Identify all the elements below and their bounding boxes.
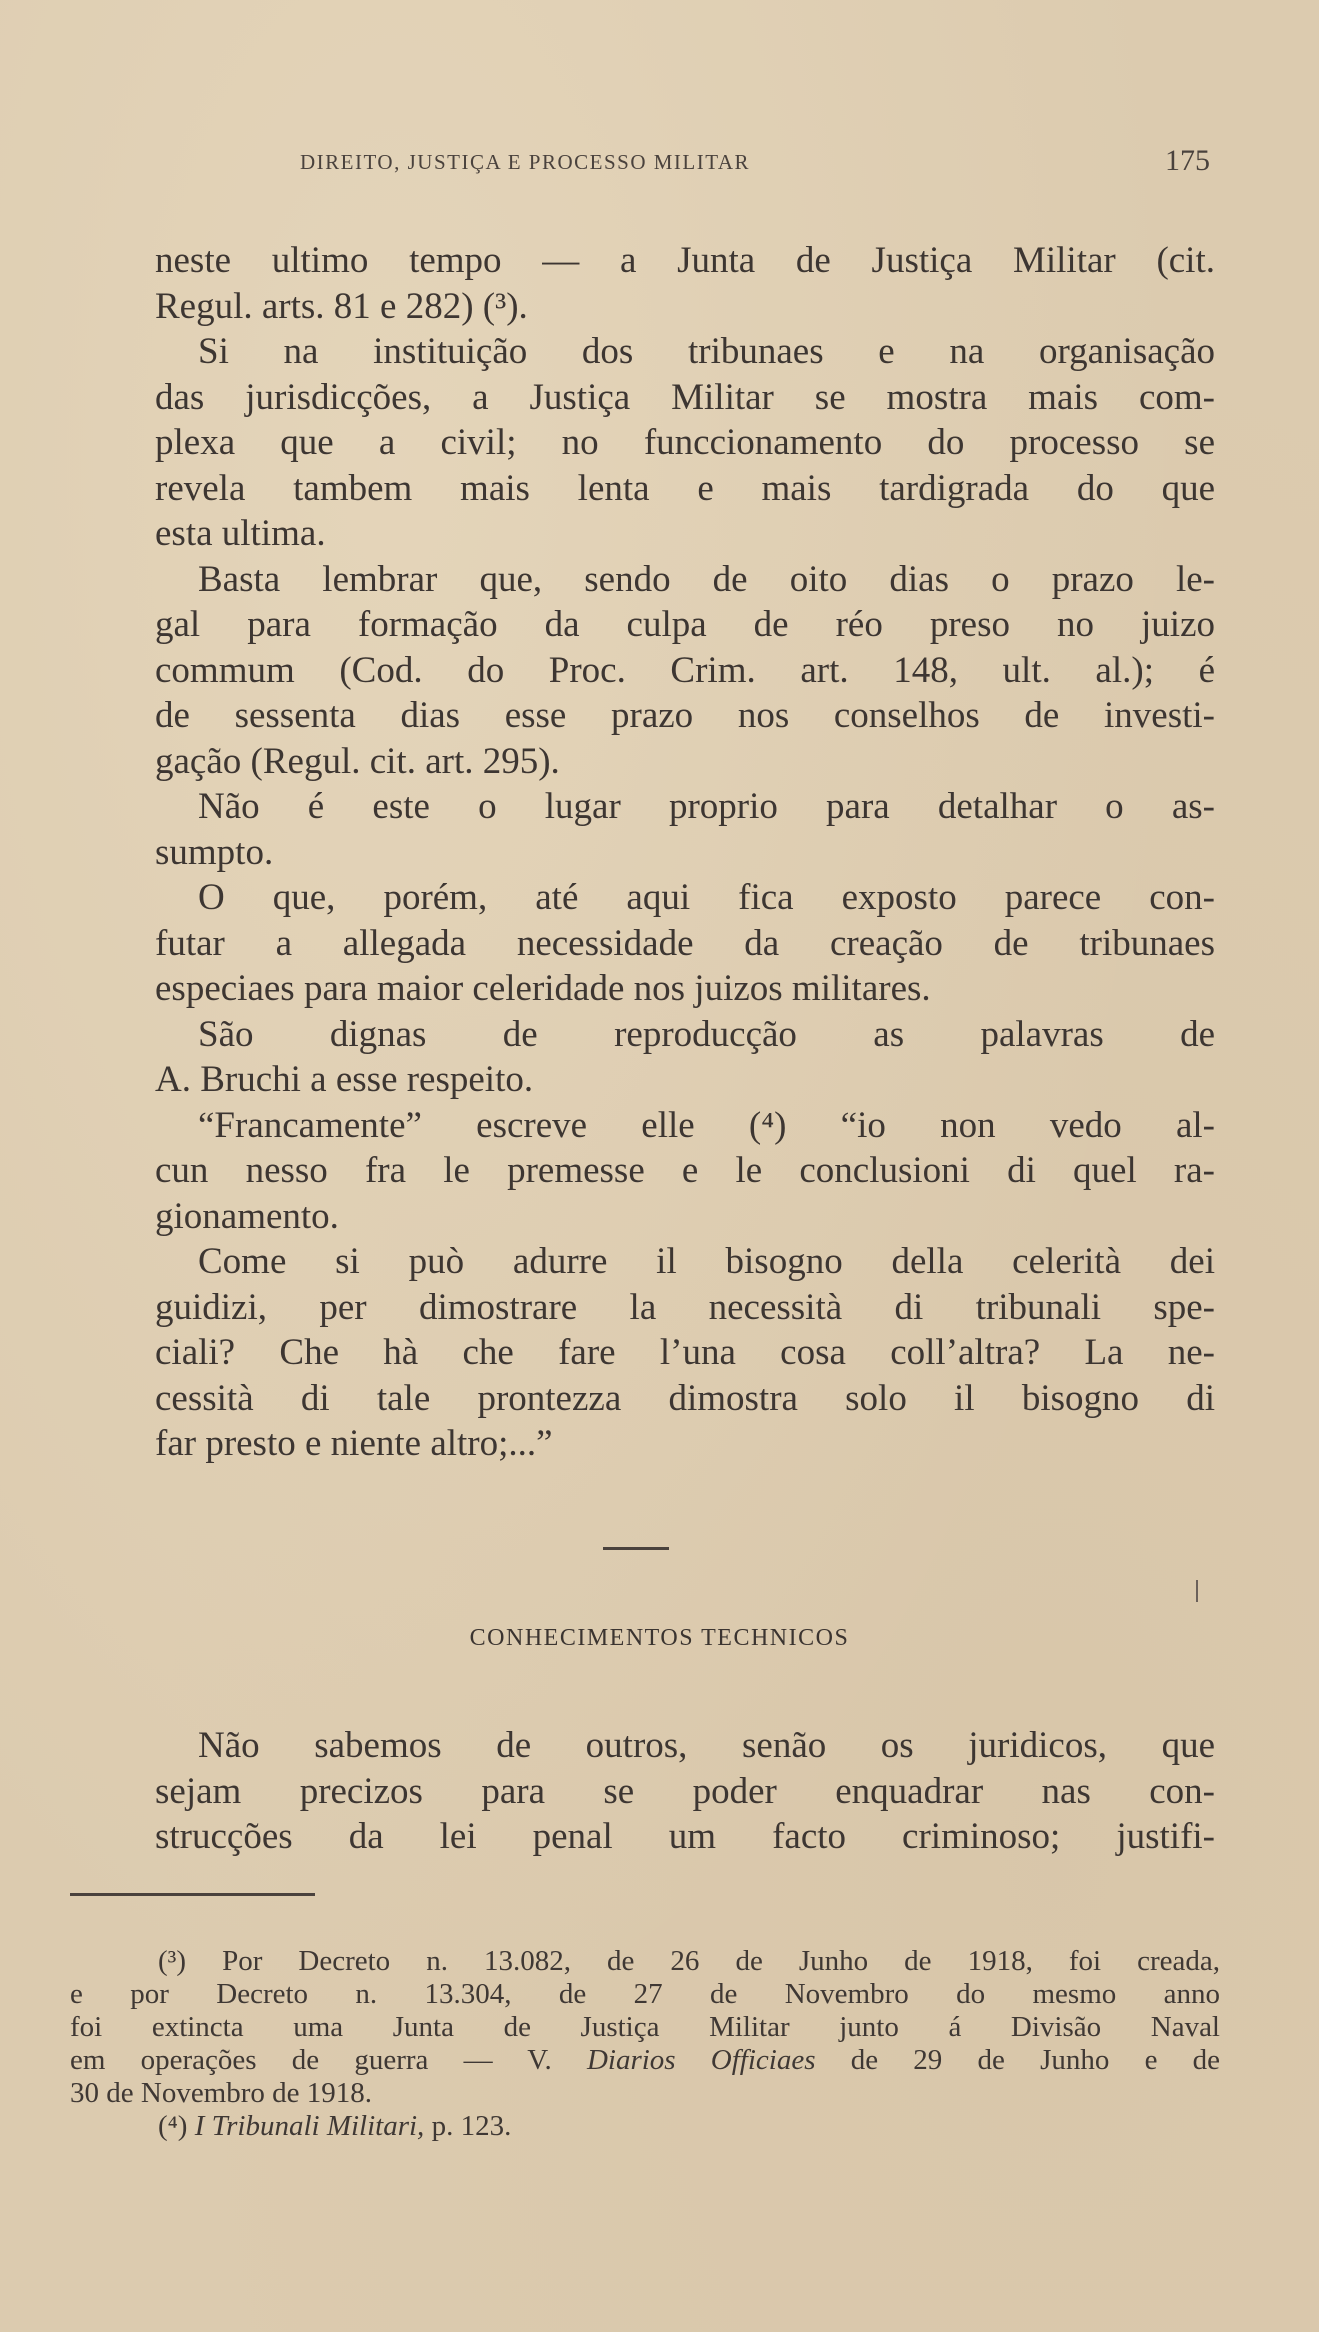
text-line: especiaes para maior celeridade nos juizos militares.: [155, 968, 931, 1009]
footnote-citation-title: I Tribunali Militari,: [194, 2110, 425, 2142]
text-line: gionamento.: [155, 1195, 339, 1237]
text-line: gação (Regul. cit. art. 295).: [155, 740, 560, 782]
main-text: [155, 238, 1215, 1467]
text-line: esta ultima.: [155, 513, 326, 554]
text-line: ciali? Che hà che fare l’una cosa coll’altra? La ne-: [155, 1332, 1215, 1373]
text-line: neste ultimo tempo — a Junta de Justiça Militar (cit.: [155, 240, 1215, 281]
footnote-citation-title: Diarios Officiaes: [586, 2044, 816, 2076]
footnote-rule: [70, 1893, 315, 1896]
footnote-text: em operações de guerra — V.: [70, 2044, 552, 2076]
text-line: Come si può adurre il bisogno della celerità dei: [198, 1241, 1215, 1282]
text-line: far presto e niente altro;...”: [155, 1423, 553, 1464]
footnote-line: [70, 2044, 1220, 2077]
text-line: Si na instituição dos tribunaes e na organisação: [198, 331, 1215, 372]
text-line: de sessenta dias esse prazo nos conselhos de investi-: [155, 695, 1215, 736]
footnote-marker: (³): [158, 1945, 187, 1977]
footnote-4: [70, 2110, 1220, 2143]
text-line: revela tambem mais lenta e mais tardigrada do que: [155, 467, 1215, 509]
footnote-text: p. 123.: [431, 2110, 512, 2142]
section-text: [155, 1723, 1215, 1860]
footnote-line: 30 de Novembro de 1918.: [70, 2077, 373, 2109]
text-line: sejam precizos para se poder enquadrar nas con-: [155, 1770, 1215, 1812]
text-line: “Francamente” escreve elle (⁴) “io non vedo al-: [198, 1104, 1215, 1146]
text-line: Basta lembrar que, sendo de oito dias o prazo le-: [198, 558, 1215, 600]
text-line: strucções da lei penal um facto criminoso; justifi-: [155, 1816, 1215, 1857]
section-divider: [603, 1547, 669, 1550]
text-line: futar a allegada necessidade da creação de tribunaes: [155, 922, 1215, 964]
text-line: O que, porém, até aqui fica exposto parece con-: [198, 877, 1215, 918]
text-line: São dignas de reproducção as palavras de: [198, 1013, 1215, 1055]
section-heading: CONHECIMENTOS TECHNICOS: [469, 1625, 850, 1651]
footnote-3: [70, 1945, 1220, 1978]
footnote-text: Por Decreto n. 13.082, de 26 de Junho de 1918, foi creada,: [222, 1945, 1221, 1977]
text-line: sumpto.: [155, 831, 274, 873]
text-line: Regul. arts. 81 e 282) (³).: [155, 285, 528, 327]
text-line: cessità di tale prontezza dimostra solo il bisogno di: [155, 1377, 1215, 1419]
text-line: A. Bruchi a esse respeito.: [155, 1059, 534, 1100]
text-line: das jurisdicções, a Justiça Militar se mostra mais com-: [155, 376, 1215, 418]
footnotes: [70, 1945, 1220, 2143]
page-number: 175: [1165, 144, 1210, 177]
text-line: guidizi, per dimostrare la necessità di tribunali spe-: [155, 1286, 1215, 1328]
text-line: Não é este o lugar proprio para detalhar o as-: [198, 786, 1215, 827]
footnote-line: foi extincta uma Junta de Justiça Militar junto á Divisão Naval: [70, 2011, 1220, 2043]
footnote-marker: (⁴): [158, 2110, 188, 2142]
text-line: Não sabemos de outros, senão os juridicos, que: [198, 1725, 1215, 1766]
margin-mark: [1196, 1580, 1198, 1602]
footnote-line: e por Decreto n. 13.304, de 27 de Novembro do mesmo anno: [70, 1978, 1220, 2010]
text-line: cun nesso fra le premesse e le conclusioni di quel ra-: [155, 1150, 1215, 1191]
text-line: plexa que a civil; no funccionamento do processo se: [155, 422, 1215, 463]
text-line: gal para formação da culpa de réo preso no juizo: [155, 604, 1215, 645]
footnote-text: de 29 de Junho e de: [850, 2044, 1221, 2076]
running-title: DIREITO, JUSTIÇA E PROCESSO MILITAR: [300, 150, 751, 174]
text-line: commum (Cod. do Proc. Crim. art. 148, ult. al.); é: [155, 649, 1215, 691]
